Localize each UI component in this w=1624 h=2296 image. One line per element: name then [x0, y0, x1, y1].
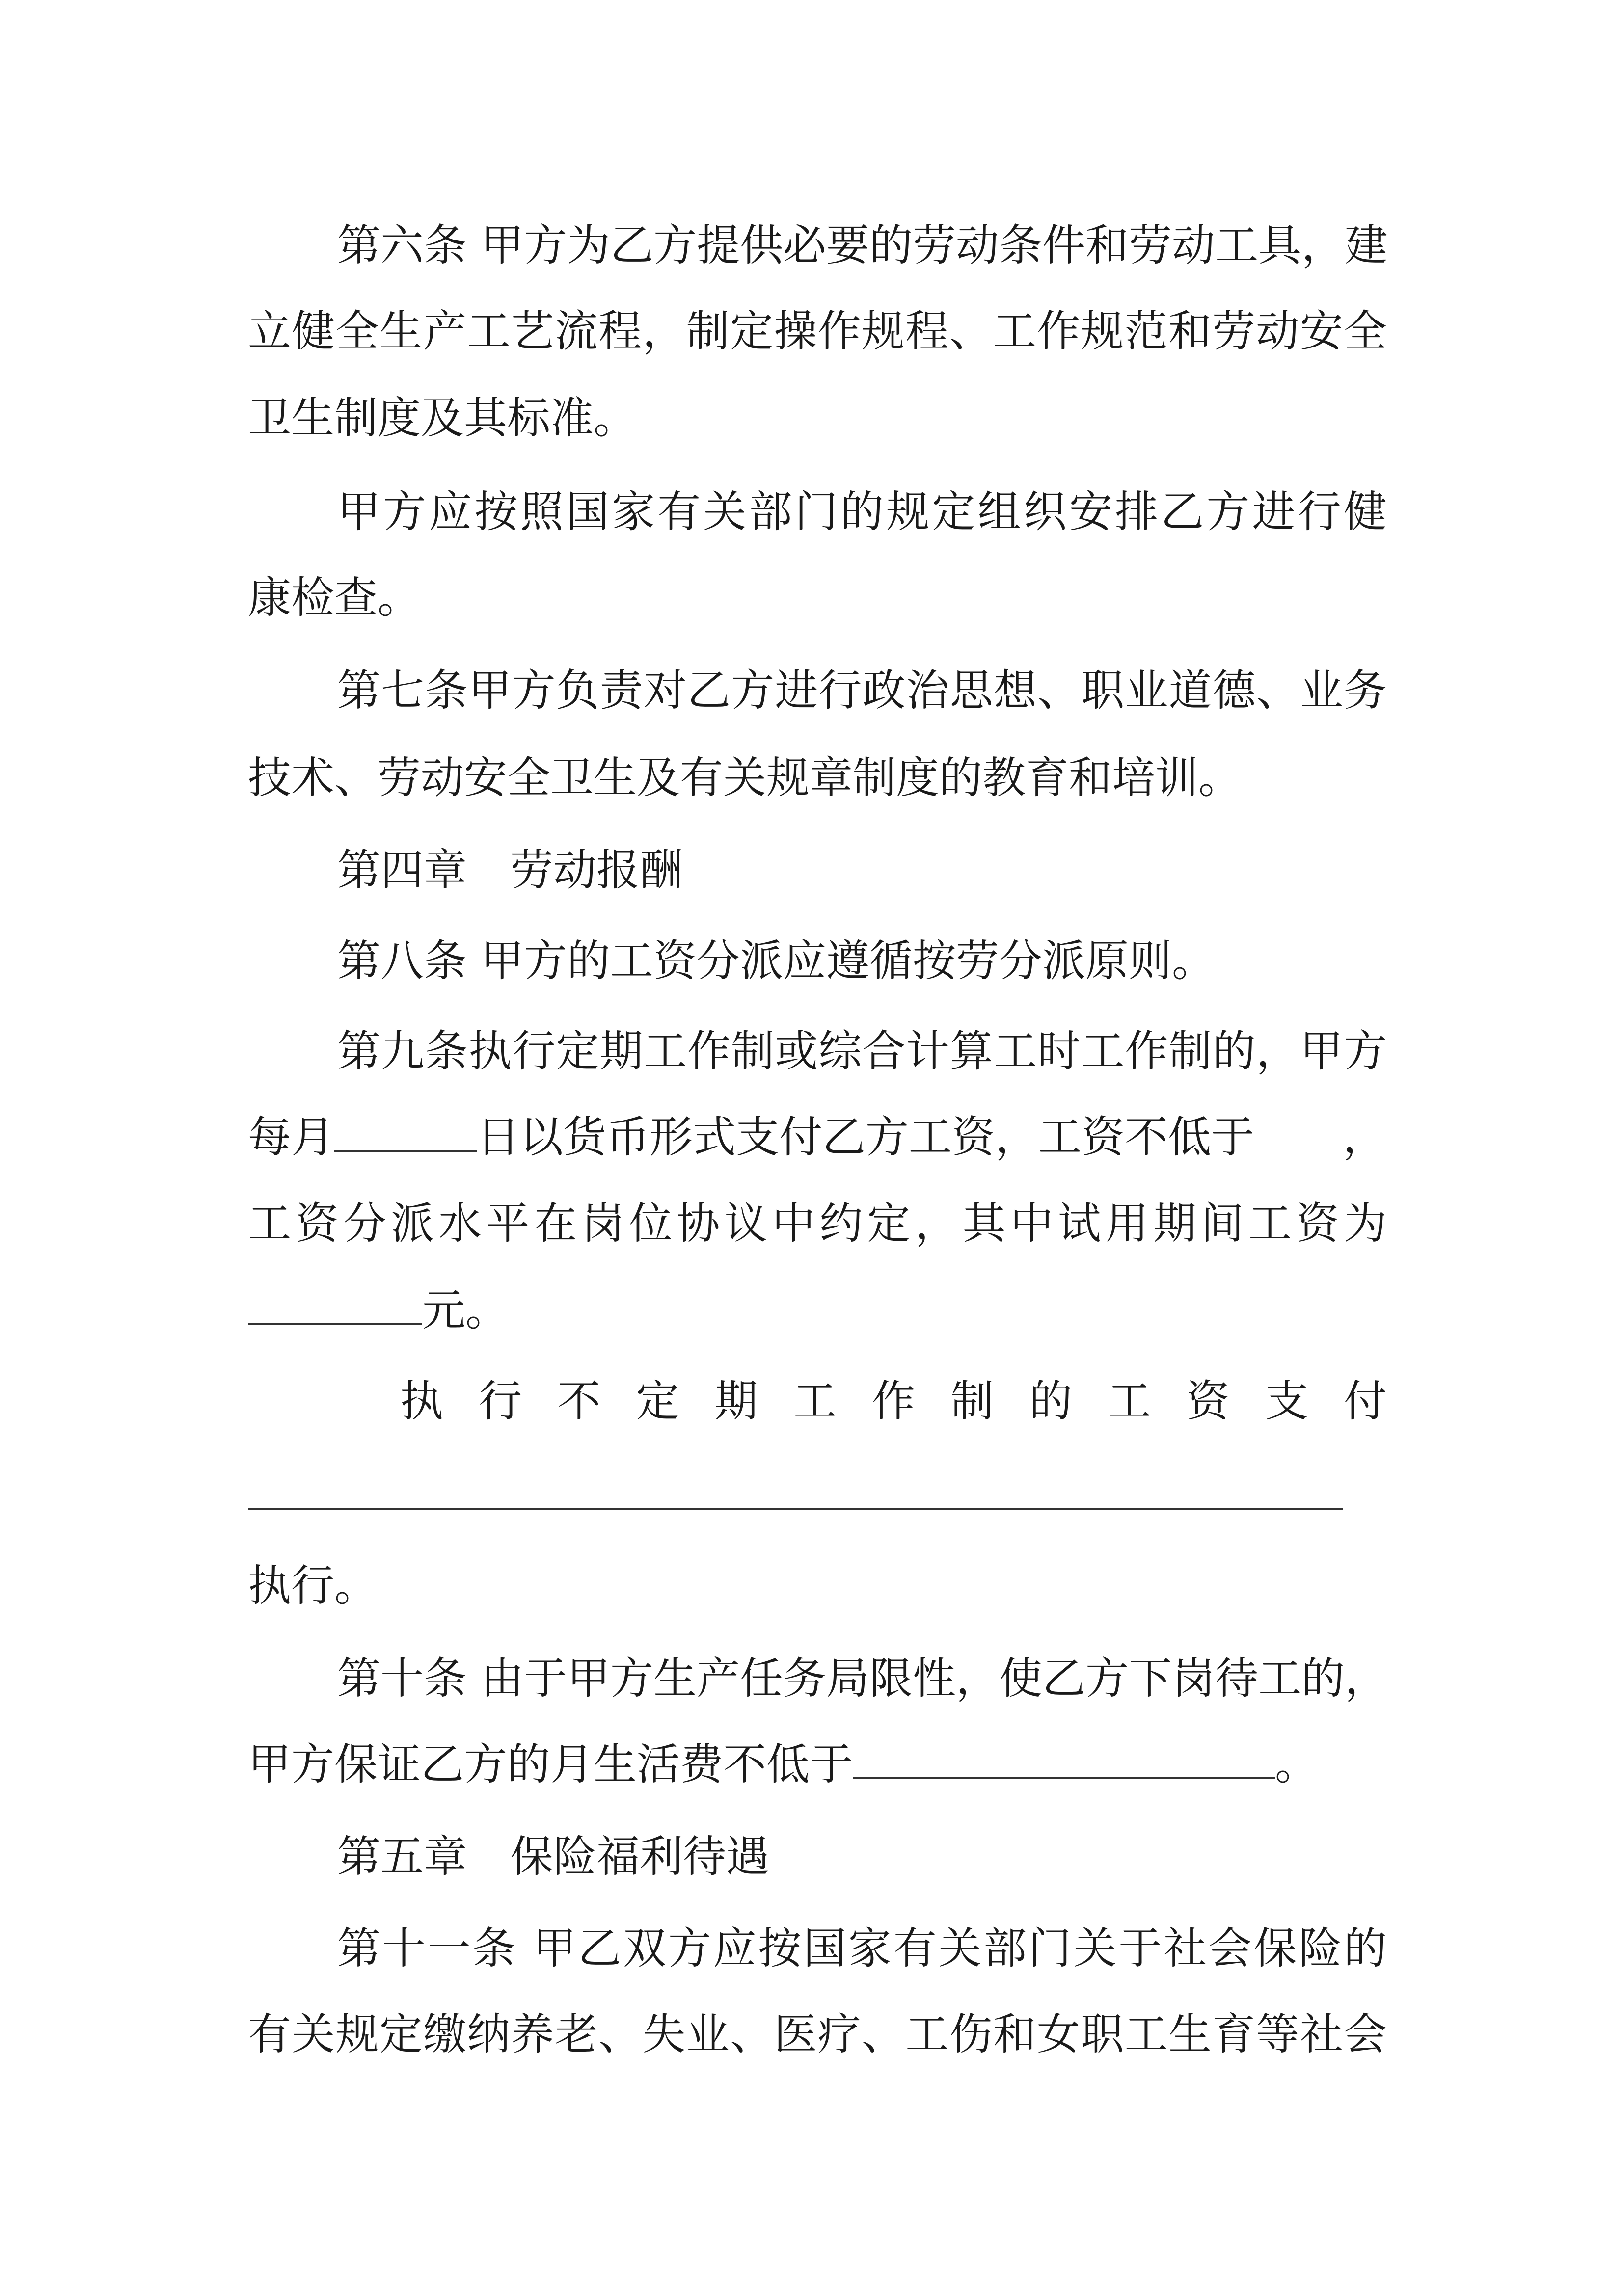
- article-9-line-2-part-b: 日以货币形式支付乙方工资，工资不低于: [477, 1112, 1255, 1162]
- chapter-4-heading: 第四章 劳动报酬: [337, 845, 683, 895]
- article-8-line: 第八条 甲方的工资分派应遵循按劳分派原则。: [337, 935, 1215, 986]
- article-10-line-1: 第十条 由于甲方生产任务局限性，使乙方下岗待工的，: [337, 1653, 1388, 1704]
- health-check-line-1: 甲方应按照国家有关部门的规定组织安排乙方进行健: [337, 486, 1387, 537]
- article-7-line-1: 第七条甲方负责对乙方进行政治思想、职业道德、业务: [337, 665, 1387, 716]
- article-9-line-2-part-c: ，: [1343, 1112, 1386, 1162]
- article-9-line-3: 工资分派水平在岗位协议中约定，其中试用期间工资为: [248, 1198, 1387, 1249]
- article-10-line-2: [248, 1737, 1387, 1791]
- article-9-line-1: 第九条执行定期工作制或综合计算工时工作制的，甲方: [337, 1026, 1387, 1076]
- article-9-line-2-part-a: 每月: [248, 1112, 335, 1162]
- irregular-work-blank[interactable]: [248, 1508, 1343, 1510]
- article-6-line-2: 立健全生产工艺流程，制定操作规程、工作规范和劳动安全: [248, 306, 1387, 356]
- article-10-line-2-text: 甲方保证乙方的月生活费不低于: [248, 1739, 853, 1789]
- article-11-line-2: 有关规定缴纳养老、失业、医疗、工伤和女职工生育等社会: [248, 2009, 1387, 2059]
- article-11-line-1: 第十一条 甲乙双方应按国家有关部门关于社会保险的: [337, 1923, 1387, 1974]
- article-10-line-2-end: 。: [1275, 1739, 1319, 1789]
- irregular-work-line: 执行不定期工作制的工资支付: [400, 1376, 1387, 1426]
- article-6-line-1: 第六条 甲方为乙方提供必要的劳动条件和劳动工具，建: [337, 220, 1388, 270]
- article-9-line-4: [248, 1283, 1387, 1337]
- article-6-line-3: 卫生制度及其标准。: [248, 393, 637, 443]
- living-allowance-blank[interactable]: [853, 1743, 1275, 1779]
- health-check-line-2: 康检查。: [248, 572, 421, 623]
- article-7-line-2: 技术、劳动安全卫生及有关规章制度的教育和培训。: [248, 752, 1242, 803]
- minimum-wage-blank[interactable]: [1254, 1116, 1343, 1152]
- article-9-line-2: [248, 1110, 1387, 1164]
- probation-wage-blank[interactable]: [248, 1289, 422, 1325]
- chapter-5-heading: 第五章 保险福利待遇: [337, 1831, 770, 1882]
- payday-blank[interactable]: [334, 1116, 477, 1152]
- article-9-line-4-text: 元。: [422, 1285, 509, 1335]
- irregular-work-line-end: 执行。: [248, 1560, 378, 1611]
